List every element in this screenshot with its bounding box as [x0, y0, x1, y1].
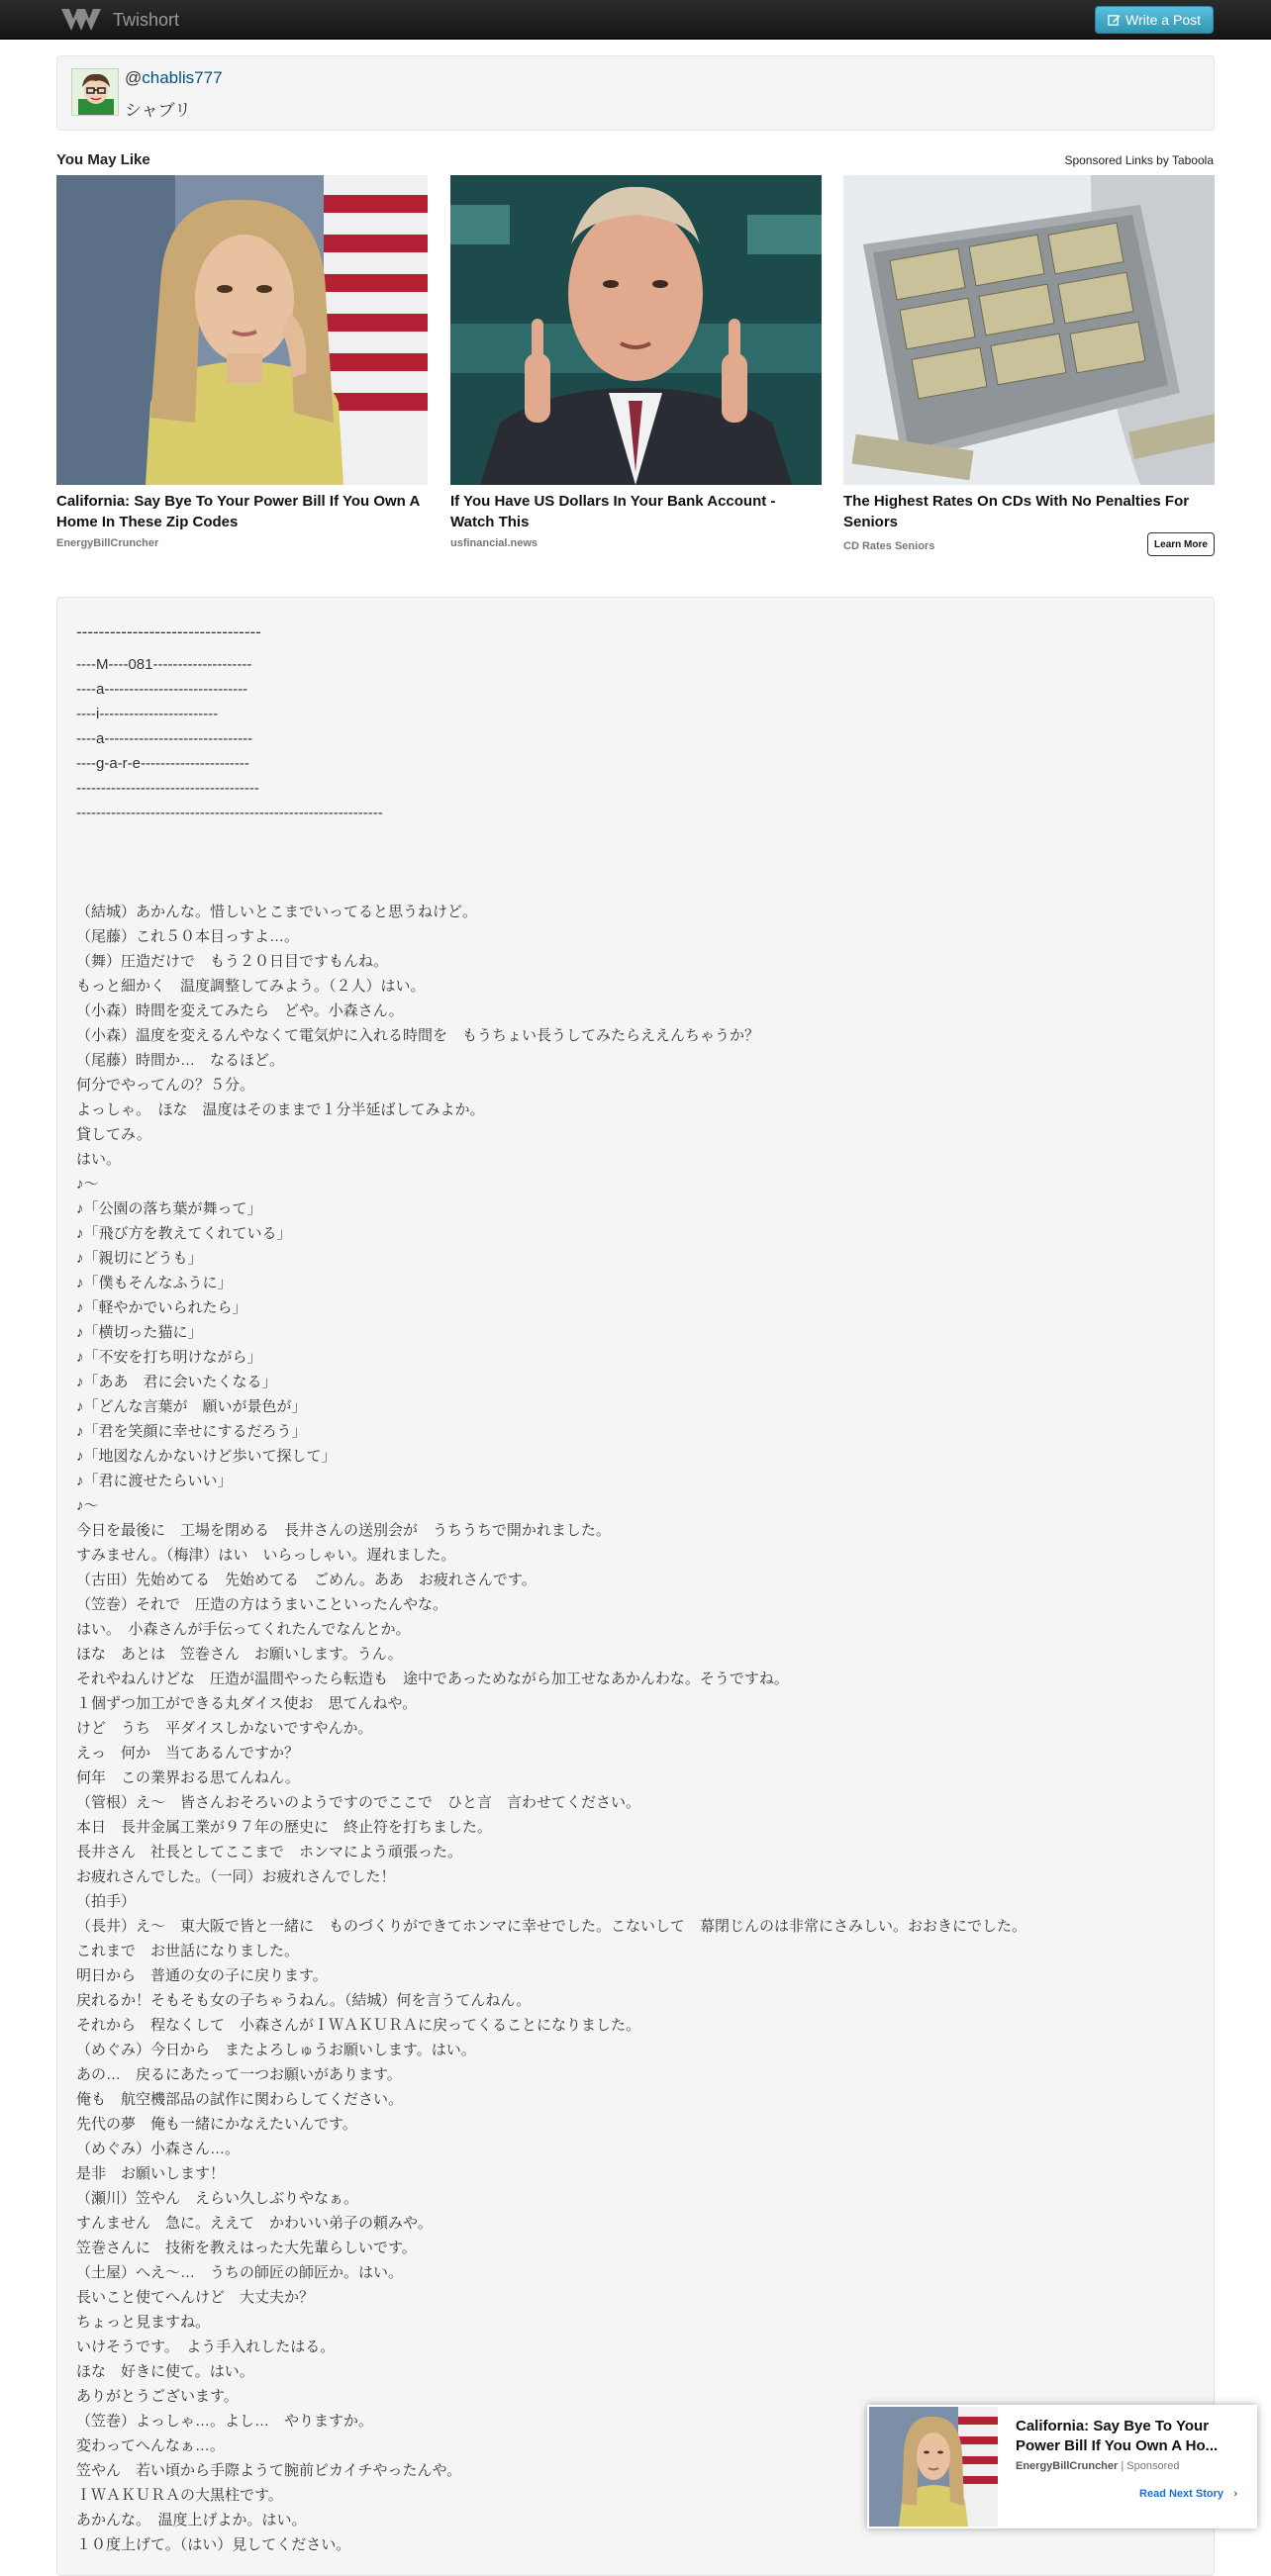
write-post-label: Write a Post — [1125, 12, 1201, 28]
username: chablis777 — [142, 68, 223, 87]
banner-line: ----i------------------------ — [76, 706, 219, 722]
brand-name: Twishort — [113, 9, 180, 30]
post-line: すんません 急に。ええて かわいい弟子の頼みや。 — [76, 2215, 433, 2232]
post-line: （小森）温度を変えるんやなくて電気炉に入れる時間を もうちょい長うしてみたらええんちゃうか？ — [76, 1027, 760, 1044]
post-line: ♪「軽やかでいられたら」 — [76, 1299, 247, 1316]
post-line: ♪「どんな言葉が 願いが景色が」 — [76, 1398, 307, 1415]
post-line: １０度上げて。（はい）見してください。 — [76, 2536, 351, 2553]
post-line: ♪「公園の落ち葉が舞って」 — [76, 1200, 262, 1217]
post-line: 明日から 普通の女の子に戻ります。 — [76, 1967, 328, 1984]
post-line: 貸してみ。 — [76, 1126, 151, 1143]
top-navbar — [0, 0, 1271, 40]
post-line: ♪「飛び方を教えてくれている」 — [76, 1225, 292, 1242]
post-line: あかんな。 温度上げよか。はい。 — [76, 2512, 307, 2528]
post-lines — [76, 900, 1195, 2557]
username-link[interactable] — [125, 68, 223, 88]
post-line: ＩＷＡＫＵＲＡの大黒柱です。 — [76, 2487, 283, 2504]
sponsored-links-label[interactable]: Sponsored Links by Taboola — [1064, 153, 1214, 167]
brand-link[interactable] — [59, 6, 179, 34]
post-line: ♪「ああ 君に会いたくなる」 — [76, 1374, 277, 1390]
post-line: 先代の夢 俺も一緒にかなえたいんです。 — [76, 2116, 357, 2133]
recommendation-card-2[interactable] — [450, 175, 822, 549]
post-line: （尾藤）時間か… なるほど。 — [76, 1052, 285, 1069]
popup-source: EnergyBillCruncher | Sponsored — [1016, 2460, 1180, 2472]
post-line: ほな 好きに使て。はい。 — [76, 2363, 254, 2380]
post-line: （めぐみ）今日から またよろしゅうお願いします。はい。 — [76, 2042, 476, 2058]
post-line: ♪「不安を打ち明けながら」 — [76, 1349, 262, 1366]
popup-source-name: EnergyBillCruncher — [1016, 2460, 1119, 2472]
write-post-button[interactable] — [1095, 6, 1214, 34]
post-line: （笠巻）よっしゃ…。よし… やりますか。 — [76, 2413, 374, 2430]
post-line: ♪「親切にどうも」 — [76, 1250, 203, 1267]
recommendation-card-3[interactable] — [843, 175, 1215, 571]
post-line: （土屋）へえ～… うちの師匠の師匠か。はい。 — [76, 2264, 404, 2281]
post-line: （めぐみ）小森さん…。 — [76, 2141, 241, 2157]
post-line: ♪～ — [76, 1497, 99, 1514]
post-line: けど うち 平ダイスしかないですやんか。 — [76, 1720, 373, 1737]
post-line: （瀬川）笠やん えらい久しぶりやなぁ。 — [76, 2190, 359, 2207]
post-line: （結城）あかんな。惜しいとこまでいってると思うねけど。 — [76, 904, 478, 920]
card-image-money-case[interactable] — [843, 175, 1215, 485]
card-source[interactable]: EnergyBillCruncher — [56, 537, 159, 549]
post-line: 何分でやってんの？５分。 — [76, 1077, 255, 1094]
banner-line: ----a----------------------------- — [76, 681, 248, 698]
post-line: ♪「君を笑顔に幸せにするだろう」 — [76, 1423, 307, 1440]
avatar[interactable] — [71, 68, 119, 116]
banner-line: ------------------------------------- — [76, 780, 259, 797]
post-line: ほな あとは 笠巻さん お願いします。うん。 — [76, 1646, 403, 1663]
post-line: 戻れるか！そもそも女の子ちゃうねん。（結城）何を言うてんねん。 — [76, 1992, 532, 2009]
banner-line: ----M----081-------------------- — [76, 656, 252, 673]
post-line: （舞）圧造だけで もう２０日目ですもんね。 — [76, 953, 389, 970]
avatar-illustration — [72, 69, 119, 116]
post-line: ♪「君に渡せたらいい」 — [76, 1473, 233, 1489]
banner-line: ----g-a-r-e---------------------- — [76, 755, 249, 772]
post-line: 長井さん 社長としてここまで ホンマによう頑張った。 — [76, 1844, 463, 1860]
post-line: お疲れさんでした。（一同）お疲れさんでした！ — [76, 1868, 396, 1885]
post-line: 笠やん 若い頃から手際ようて腕前ピカイチやったんや。 — [76, 2462, 462, 2479]
post-line: これまで お世話になりました。 — [76, 1943, 300, 1959]
card-title[interactable]: California: Say Bye To Your Power Bill If You Own A Home In These Zip Codes — [56, 493, 420, 530]
post-line: 何年 この業界おる思てんねん。 — [76, 1769, 300, 1786]
post-line: （笠巻）それで 圧造の方はうまいこといったんやな。 — [76, 1596, 448, 1613]
post-line: 長いこと使てへんけど 大丈夫か？ — [76, 2289, 315, 2306]
learn-more-button[interactable]: Learn More — [1147, 532, 1215, 556]
post-line: はい。 — [76, 1151, 122, 1168]
popup-woman-illustration — [869, 2407, 998, 2527]
card-source[interactable]: usfinancial.news — [450, 537, 538, 549]
post-line: ありがとうございます。 — [76, 2388, 239, 2405]
post-line: ちょっと見ますね。 — [76, 2314, 211, 2331]
post-line: （古田）先始めてる 先始めてる ごめん。ああ お疲れさんです。 — [76, 1572, 537, 1588]
post-line: ♪「横切った猫に」 — [76, 1324, 203, 1341]
post-line: 本日 長井金属工業が９７年の歴史に 終止符を打ちました。 — [76, 1819, 493, 1836]
post-line: あの… 戻るにあたって一つお願いがあります。 — [76, 2066, 402, 2083]
card-title[interactable]: The Highest Rates On CDs With No Penalties For Seniors — [843, 493, 1190, 530]
card-title[interactable]: If You Have US Dollars In Your Bank Account - Watch This — [450, 493, 776, 530]
post-line: はい。 小森さんが手伝ってくれたんでなんとか。 — [76, 1621, 411, 1638]
post-line: （長井）え～ 東大阪で皆と一緒に ものづくりができてホンマに幸せでした。こないして 幕閉じんのは非常にさみしい。おおきにでした。 — [76, 1918, 1027, 1935]
post-line: 笠巻さんに 技術を教えはった大先輩らしいです。 — [76, 2240, 417, 2256]
read-next-story-link[interactable]: Read Next Story — [1139, 2488, 1223, 2500]
post-line: それやねんけどな 圧造が温間やったら転造も 途中であっためながら加工せなあかんわな。そうですね。 — [76, 1670, 789, 1687]
post-line: （拍手） — [76, 1893, 137, 1910]
card-image-woman[interactable] — [56, 175, 428, 485]
post-line: 変わってへんなぁ…。 — [76, 2437, 225, 2454]
post-line: （小森）時間を変えてみたら どや。小森さん。 — [76, 1002, 404, 1019]
banner-line: -------------------------------------------------------------- — [76, 805, 383, 821]
popup-sponsored: Sponsored — [1126, 2460, 1180, 2472]
money-case-illustration — [843, 175, 1215, 485]
post-line: 俺も 航空機部品の試作に関わらしてください。 — [76, 2091, 404, 2108]
next-story-popup[interactable] — [867, 2405, 1257, 2528]
display-name: シャブリ — [125, 101, 191, 120]
popup-image[interactable] — [869, 2407, 998, 2527]
post-line: （管根）え～ 皆さんおそろいのようですのでここで ひと言 言わせてください。 — [76, 1794, 641, 1811]
at-sign: @ — [125, 68, 143, 87]
popup-title[interactable]: California: Say Bye To Your Power Bill If You Own A Ho... — [1016, 2418, 1219, 2454]
man-photo-illustration — [450, 175, 822, 485]
post-line: １個ずつ加工ができる丸ダイス使お 思てんねや。 — [76, 1695, 418, 1712]
post-line: もっと細かく 温度調整してみよう。（２人）はい。 — [76, 978, 426, 995]
post-line: よっしゃ。 ほな 温度はそのままで１分半延ばしてみよか。 — [76, 1101, 485, 1118]
post-content — [56, 597, 1215, 2576]
recommendation-card-1[interactable] — [56, 175, 428, 549]
post-line: それから 程なくして 小森さんがＩＷＡＫＵＲＡに戻ってくることになりました。 — [76, 2017, 641, 2034]
post-line: （尾藤）これ５０本目っすよ…。 — [76, 928, 300, 945]
banner-line: ----a------------------------------ — [76, 730, 253, 747]
post-line: ♪「僕もそんなふうに」 — [76, 1275, 233, 1291]
post-line: えっ 何か 当てあるんですか？ — [76, 1745, 300, 1762]
chevron-right-icon: › — [1233, 2488, 1237, 2500]
woman-photo-illustration — [56, 175, 428, 485]
author-profile — [56, 55, 1215, 131]
post-line: 是非 お願いします！ — [76, 2165, 226, 2182]
post-line: ♪～ — [76, 1176, 99, 1193]
post-line: ♪「地図なんかないけど歩いて探して」 — [76, 1448, 337, 1465]
card-image-man[interactable] — [450, 175, 822, 485]
post-line: いけそうです。 よう手入れしたはる。 — [76, 2338, 336, 2355]
recommendations-heading: You May Like — [56, 151, 150, 168]
twishort-logo-icon — [59, 7, 103, 33]
card-source[interactable]: CD Rates Seniors — [843, 540, 935, 552]
edit-icon — [1108, 14, 1121, 27]
post-line: すみません。（梅津）はい いらっしゃい。遅れました。 — [76, 1547, 456, 1564]
post-line: 今日を最後に 工場を閉める 長井さんの送別会が うちうちで開かれました。 — [76, 1522, 611, 1539]
post-header-line: --------------------------------- — [76, 622, 261, 641]
